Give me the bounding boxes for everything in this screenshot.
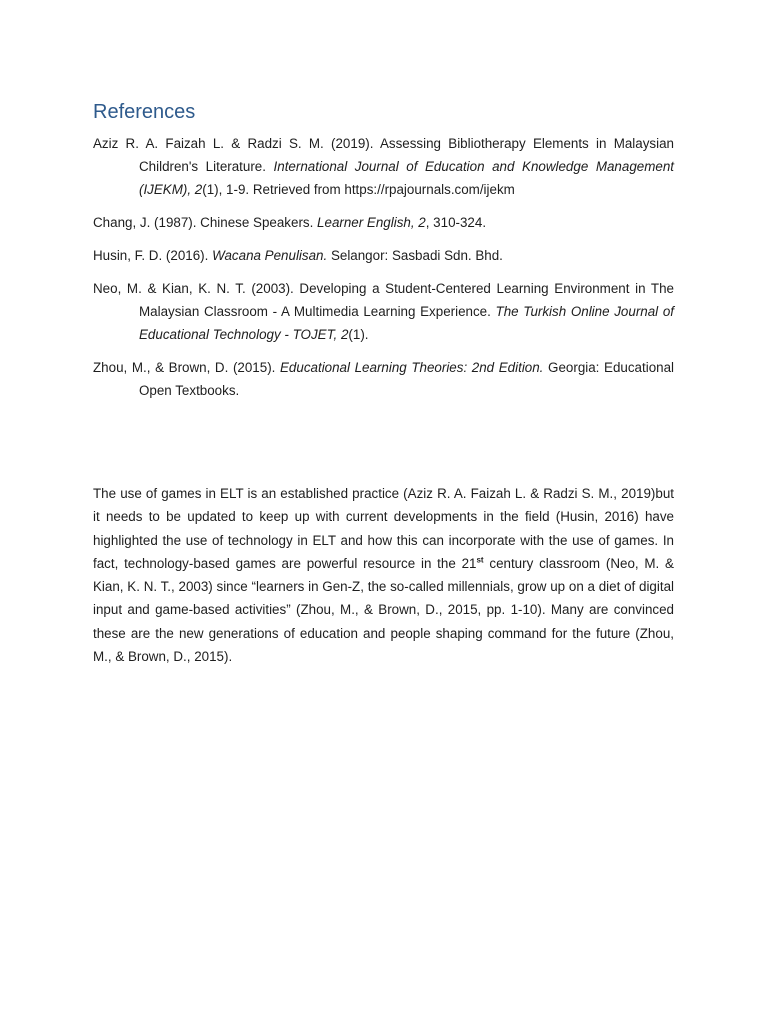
reference-item	[93, 277, 674, 346]
reference-text: Zhou, M., & Brown, D. (2015).	[93, 360, 280, 375]
reference-details: , 310-324.	[425, 215, 487, 230]
reference-text: Husin, F. D. (2016).	[93, 248, 213, 263]
reference-details: Georgia: Educational Open Textbooks.	[139, 360, 675, 398]
reference-text: Neo, M. & Kian, K. N. T. (2003). Developing a Student-Centered Learning Environment in The Malaysian Classroom - A Multimedia Learning Experience.	[93, 281, 674, 319]
reference-source: Learner English, 2	[317, 215, 426, 230]
reference-list	[93, 132, 674, 402]
reference-source: Wacana Penulisan.	[212, 248, 328, 263]
reference-text: Chang, J. (1987). Chinese Speakers.	[93, 215, 318, 230]
reference-item	[93, 211, 674, 234]
reference-item	[93, 356, 674, 402]
reference-item	[93, 244, 674, 267]
reference-source: Educational Learning Theories: 2nd Edition.	[280, 360, 544, 375]
reference-details: (1).	[348, 327, 369, 342]
body-paragraph	[93, 482, 674, 668]
reference-source: The Turkish Online Journal of Educational Technology - TOJET, 2	[139, 304, 674, 342]
paragraph-text-part1: The use of games in ELT is an established practice (Aziz R. A. Faizah L. & Radzi S. M., 2019)but it needs to be updated to keep up with current developments in the field (Husin, 2016) have highlighted the use of technology in ELT and how this can incorporate with the use of games. In fact, technology-based games are powerful resource in the 21	[93, 486, 674, 571]
reference-item	[93, 132, 674, 201]
reference-details: (1), 1-9. Retrieved from https://rpajournals.com/ijekm	[202, 182, 515, 197]
ordinal-superscript: st	[476, 555, 484, 565]
reference-text: Aziz R. A. Faizah L. & Radzi S. M. (2019). Assessing Bibliotherapy Elements in Malaysian Children's Literature.	[93, 136, 674, 174]
reference-source: International Journal of Education and Knowledge Management (IJEKM), 2	[139, 159, 674, 197]
reference-details: Selangor: Sasbadi Sdn. Bhd.	[327, 248, 503, 263]
references-heading: References	[93, 101, 196, 123]
document-content	[93, 98, 674, 682]
paragraph-text-part2: century classroom (Neo, M. & Kian, K. N. T., 2003) since “learners in Gen-Z, the so-called millennials, grow up on a diet of digital input and game-based activities” (Zhou, M., & Brown, D., 2015, pp. 1-10). Many are convinced these are the new generations of education and people shaping command for the future (Zhou, M., & Brown, D., 2015).	[93, 555, 674, 665]
